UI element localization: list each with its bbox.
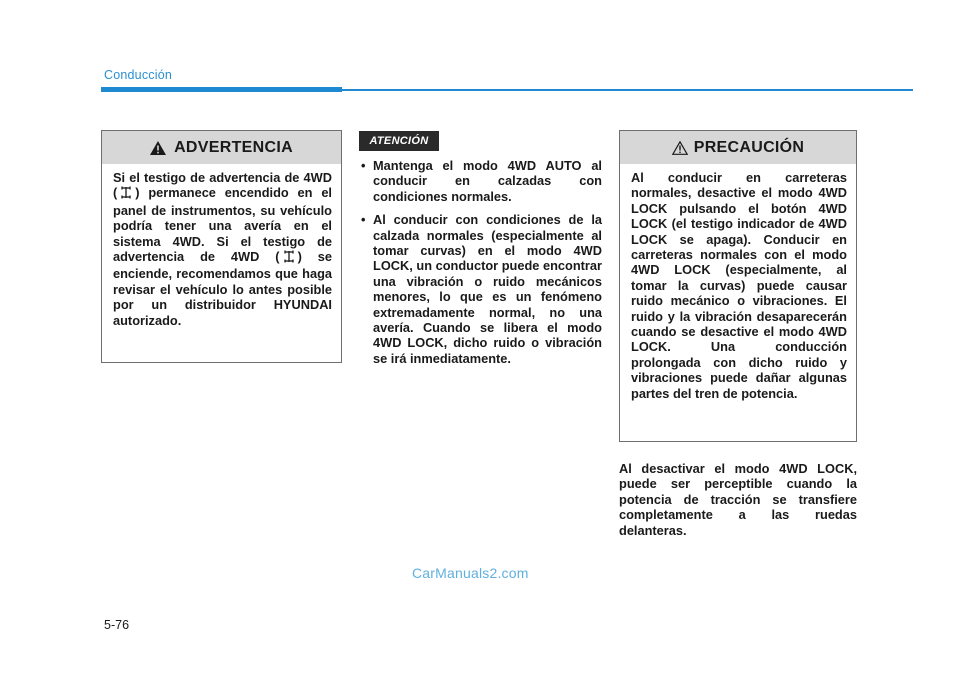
caution-triangle-icon [672,141,688,155]
attention-badge: ATENCIÓN [359,131,439,151]
warning-text [102,164,341,336]
4wd-warning-light-icon [120,186,132,202]
4wd-warning-light-icon [283,250,295,266]
caution-text: Al conducir en carreteras normales, desactive el modo 4WD LOCK pulsando el botón 4WD LOCK (el testigo indicador de 4WD LOCK se apaga). Conducir en carreteras normales con el modo 4WD LOCK (especialmente, al tomar la curvas) puede causar ruido mecánico o vibraciones. El ruido y la vibración desaparecerán cuando se desactive el modo 4WD LOCK. Una conducción prolongada con dicho ruido y vibraciones puede dañar algunas partes del tren de potencia. [631,170,847,401]
attention-bullet-1: Mantenga el modo 4WD AUTO al conducir en calzadas con condiciones normales. [373,158,602,204]
body-paragraph: Al desactivar el modo 4WD LOCK, puede ser perceptible cuando la potencia de tracción se transfiere completamente a las ruedas delanteras. [619,461,857,538]
warning-box [101,130,342,363]
list-item: • Mantenga el modo 4WD AUTO al conducir en calzadas con condiciones normales. [361,158,602,204]
caution-box [619,130,857,442]
warning-triangle-icon [150,141,166,155]
warning-text-part3: ) se enciende, recomendamos que haga revisar el vehículo lo antes posible por un distribuidor HYUNDAI autorizado. [113,249,332,328]
warning-title: ADVERTENCIA [174,138,293,156]
warning-header [102,131,341,164]
caution-header [620,131,856,164]
watermark: CarManuals2.com [412,565,529,581]
section-title: Conducción [104,68,173,82]
warning-text-part2: ) permanece encendido en el panel de instrumentos, su vehículo podría tener una avería en el sistema 4WD. Si el testigo de advertencia de 4WD ( [113,185,332,265]
attention-bullet-2: Al conducir con condiciones de la calzada normales (especialmente al tomar curvas) en el modo 4WD LOCK, un conductor puede encontrar una vibración o ruido mecánicos menores, lo que es un fenómeno extremadamente normal, no una avería. Cuando se libera el modo 4WD LOCK, dicho ruido o vibración se irá inmediatamente. [373,212,602,366]
attention-list [359,158,602,374]
header-rule-thin [342,89,913,91]
warning-text-part1: Si el testigo de advertencia de 4WD ( [113,170,332,201]
header-rule-thick [101,87,342,92]
caution-title: PRECAUCIÓN [693,138,805,156]
page-number: 5-76 [104,618,130,632]
list-item: • Al conducir con condiciones de la calzada normales (especialmente al tomar curvas) en el modo 4WD LOCK, un conductor puede encontrar una vibración o ruido mecánicos menores, lo que es un fenómeno extremadamente normal, no una avería. Cuando se libera el modo 4WD LOCK, dicho ruido o vibración se irá inmediatamente. [361,212,602,366]
